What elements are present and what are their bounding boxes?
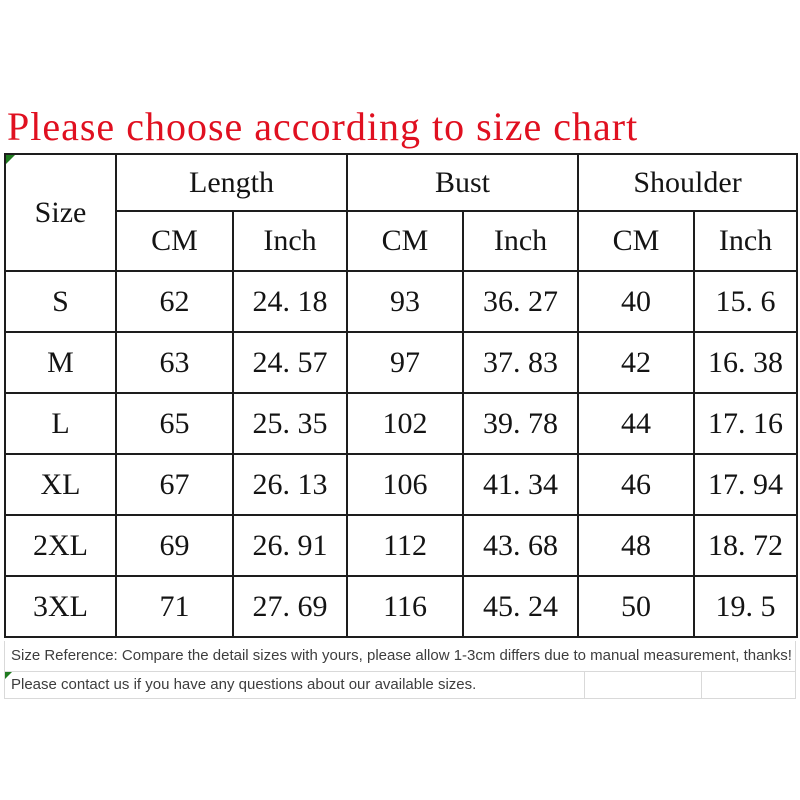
value-cell: 48	[578, 515, 694, 576]
value-cell: 15. 6	[694, 271, 797, 332]
table-row	[5, 454, 797, 515]
value-cell: 36. 27	[463, 271, 578, 332]
value-cell: 42	[578, 332, 694, 393]
value-cell: 44	[578, 393, 694, 454]
value-cell: 18. 72	[694, 515, 797, 576]
unit-header: CM	[116, 211, 233, 271]
unit-header: Inch	[694, 211, 797, 271]
page-title: Please choose according to size chart	[7, 104, 639, 149]
value-cell: 71	[116, 576, 233, 637]
value-cell: 26. 91	[233, 515, 347, 576]
value-cell: 46	[578, 454, 694, 515]
group-header-length: Length	[116, 154, 347, 211]
value-cell: 24. 18	[233, 271, 347, 332]
note-size-reference: Size Reference: Compare the detail sizes with yours, please allow 1-3cm differs due to manual measurement, thanks!	[4, 641, 796, 672]
group-header-row	[5, 154, 797, 211]
table-row	[5, 271, 797, 332]
value-cell: 97	[347, 332, 463, 393]
unit-header: CM	[347, 211, 463, 271]
value-cell: 17. 16	[694, 393, 797, 454]
value-cell: 116	[347, 576, 463, 637]
size-cell: 3XL	[5, 576, 116, 637]
unit-header: Inch	[233, 211, 347, 271]
group-header-bust: Bust	[347, 154, 578, 211]
note-contact: Please contact us if you have any questions about our available sizes.	[11, 676, 477, 693]
unit-header: Inch	[463, 211, 578, 271]
note-contact-row	[4, 672, 796, 699]
size-cell: L	[5, 393, 116, 454]
value-cell: 25. 35	[233, 393, 347, 454]
size-column-header: Size	[5, 154, 116, 271]
value-cell: 93	[347, 271, 463, 332]
table-row	[5, 332, 797, 393]
value-cell: 26. 13	[233, 454, 347, 515]
value-cell: 50	[578, 576, 694, 637]
table-row	[5, 576, 797, 637]
value-cell: 37. 83	[463, 332, 578, 393]
corner-marker-icon	[6, 155, 15, 164]
value-cell: 106	[347, 454, 463, 515]
corner-marker-icon	[5, 672, 12, 679]
value-cell: 16. 38	[694, 332, 797, 393]
size-cell: 2XL	[5, 515, 116, 576]
empty-cell	[701, 672, 795, 698]
table-row	[5, 393, 797, 454]
unit-header: CM	[578, 211, 694, 271]
value-cell: 112	[347, 515, 463, 576]
value-cell: 24. 57	[233, 332, 347, 393]
value-cell: 40	[578, 271, 694, 332]
size-chart-table	[4, 153, 798, 638]
value-cell: 69	[116, 515, 233, 576]
value-cell: 63	[116, 332, 233, 393]
size-cell: XL	[5, 454, 116, 515]
value-cell: 45. 24	[463, 576, 578, 637]
value-cell: 19. 5	[694, 576, 797, 637]
empty-cell	[584, 672, 701, 698]
notes-section	[4, 641, 796, 699]
value-cell: 17. 94	[694, 454, 797, 515]
value-cell: 39. 78	[463, 393, 578, 454]
value-cell: 43. 68	[463, 515, 578, 576]
size-cell: M	[5, 332, 116, 393]
value-cell: 62	[116, 271, 233, 332]
group-header-shoulder: Shoulder	[578, 154, 797, 211]
unit-header-row	[5, 211, 797, 271]
size-cell: S	[5, 271, 116, 332]
value-cell: 41. 34	[463, 454, 578, 515]
value-cell: 27. 69	[233, 576, 347, 637]
value-cell: 67	[116, 454, 233, 515]
table-row	[5, 515, 797, 576]
value-cell: 102	[347, 393, 463, 454]
value-cell: 65	[116, 393, 233, 454]
